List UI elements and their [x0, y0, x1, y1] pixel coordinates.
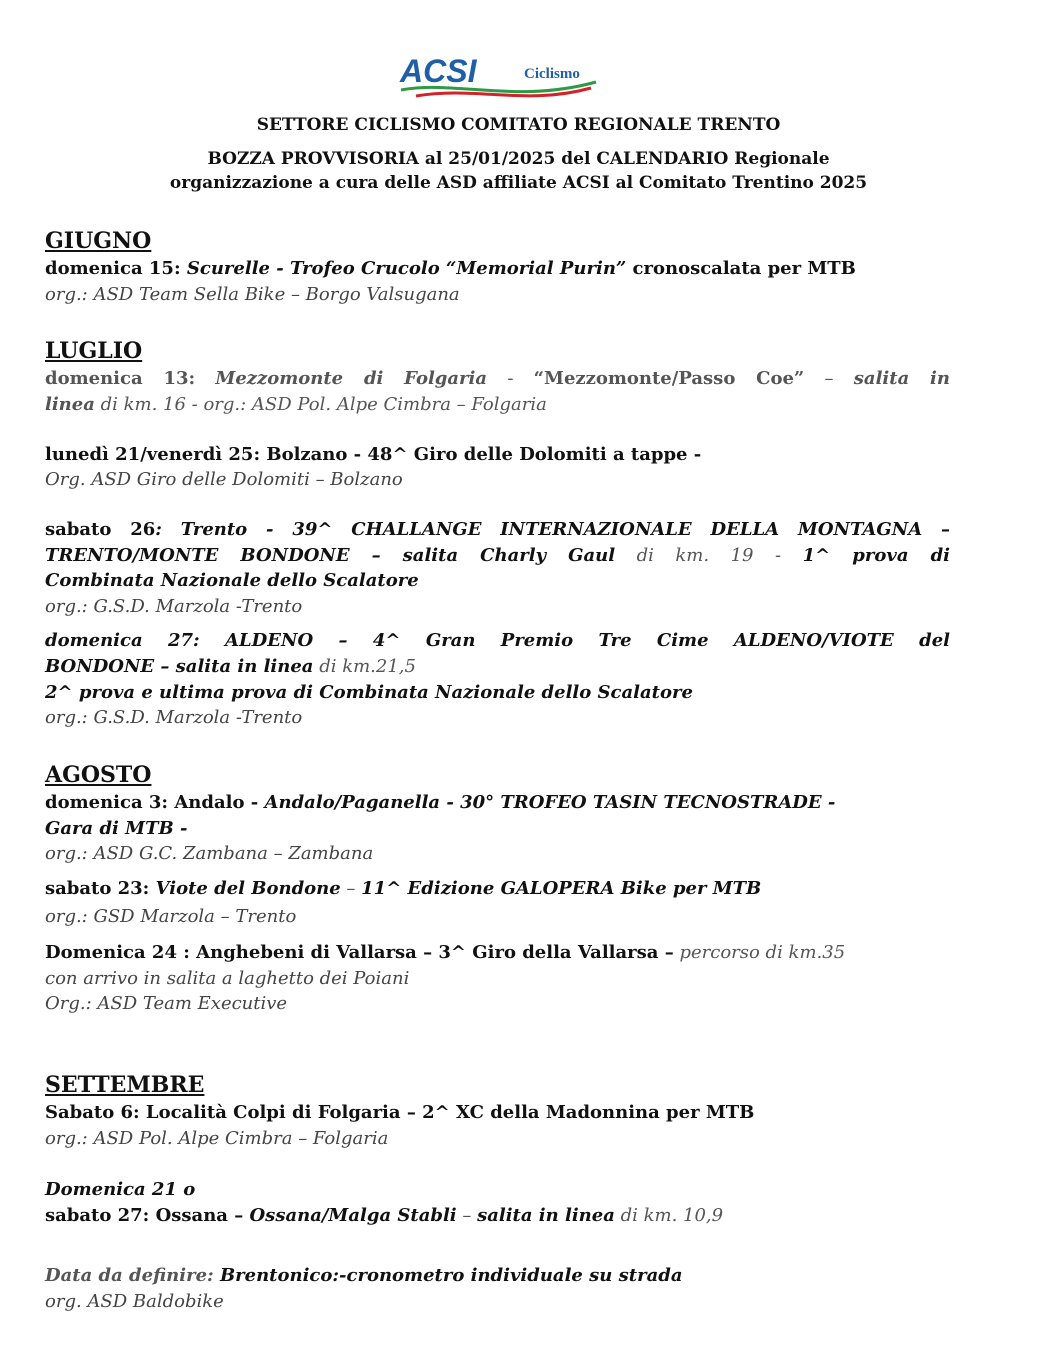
event-type: salita in linea [477, 1205, 615, 1226]
logo-sub: Ciclismo [524, 66, 580, 82]
event-organizer: Org. ASD Giro delle Dolomiti – Bolzano [45, 469, 403, 490]
separator: – [340, 878, 362, 899]
event-date: Data da definire: [45, 1265, 214, 1286]
event-settembre-21-line1: Domenica 21 o [45, 1179, 196, 1200]
event-title: Domenica 24 : Anghebeni di Vallarsa – 3^ Giro della Vallarsa – [45, 942, 674, 963]
event-luglio-26-line1 [45, 517, 950, 542]
event-settembre-21-line2 [45, 1203, 950, 1228]
event-title: Scurelle - Trofeo Crucolo “Memorial Purin” [186, 258, 627, 279]
event-luglio-13-line1 [45, 366, 950, 391]
month-luglio: LUGLIO [45, 338, 143, 364]
separator: - [507, 368, 514, 389]
event-title: 11^ Edizione GALOPERA Bike per MTB [361, 878, 762, 899]
month-giugno: GIUGNO [45, 228, 152, 254]
event-settembre-6: Sabato 6: Località Colpi di Folgaria – 2^ XC della Madonnina per MTB [45, 1102, 755, 1123]
event-agosto-3-line1 [45, 790, 950, 815]
event-organizer: org.: G.S.D. Marzola -Trento [45, 596, 303, 617]
event-distance: percorso di km.35 [673, 942, 846, 963]
event-location: Mezzomonte di Folgaria [215, 368, 488, 389]
event-luglio-13-line2 [45, 392, 950, 417]
event-date: sabato 26 [45, 519, 156, 540]
event-title: BONDONE – salita in linea [45, 656, 314, 677]
separator: – [456, 1205, 478, 1226]
month-settembre: SETTEMBRE [45, 1072, 205, 1098]
event-organizer: org.: G.S.D. Marzola -Trento [45, 707, 303, 728]
month-agosto: AGOSTO [45, 762, 152, 788]
event-type: salita in [853, 368, 950, 389]
event-giugno-15 [45, 256, 950, 281]
event-luglio-27-line1: domenica 27: ALDENO – 4^ Gran Premio Tre Cime ALDENO/VIOTE del [45, 630, 950, 651]
event-distance: di km. 19 - [636, 545, 782, 566]
event-title: Brentonico:-cronometro individuale su strada [213, 1265, 683, 1286]
event-organizer: org.: ASD Team Sella Bike – Borgo Valsugana [45, 284, 460, 305]
event-luglio-27-line2 [45, 654, 950, 679]
event-type: linea [45, 394, 95, 415]
event-distance: di km. 10,9 [614, 1205, 724, 1226]
document-subtitle-2: organizzazione a cura delle ASD affiliate ACSI al Comitato Trentino 2025 [169, 173, 868, 193]
event-title: Andalo/Paganella - 30° TROFEO TASIN TECNOSTRADE - [264, 792, 836, 813]
event-note: 2^ prova e ultima prova di Combinata Nazionale dello Scalatore [45, 682, 693, 703]
event-settembre-tbd [45, 1263, 950, 1288]
event-organizer: di km. 16 - org.: ASD Pol. Alpe Cimbra – Folgaria [94, 394, 547, 415]
event-organizer: org.: GSD Marzola – Trento [45, 906, 297, 927]
event-date: domenica 13: [45, 368, 196, 389]
event-agosto-23 [45, 876, 950, 901]
acsi-ciclismo-logo [396, 52, 606, 102]
event-organizer: org.: ASD Pol. Alpe Cimbra – Folgaria [45, 1128, 389, 1149]
event-title: “Mezzomonte/Passo Coe” [533, 368, 805, 389]
separator: - [244, 792, 265, 813]
event-date: sabato 23: [45, 878, 150, 899]
event-location: Viote del Bondone [149, 878, 341, 899]
separator: – [824, 368, 834, 389]
document-subtitle: BOZZA PROVVISORIA al 25/01/2025 del CALENDARIO Regionale [207, 149, 830, 169]
event-distance: di km.21,5 [313, 656, 416, 677]
event-agosto-24-line2: con arrivo in salita a laghetto dei Poiani [45, 968, 410, 989]
event-note: Combinata Nazionale dello Scalatore [45, 570, 419, 591]
event-luglio-21: lunedì 21/venerdì 25: Bolzano - 48^ Giro delle Dolomiti a tappe - [45, 444, 702, 465]
document-title: SETTORE CICLISMO COMITATO REGIONALE TRENTO [256, 115, 781, 135]
event-date: sabato 27: Ossana – [45, 1205, 250, 1226]
logo-brand: ACSI [400, 53, 477, 89]
event-organizer: Org.: ASD Team Executive [45, 993, 288, 1014]
event-title: : Trento - 39^ CHALLANGE INTERNAZIONALE DELLA MONTAGNA – [155, 519, 950, 540]
event-agosto-3-line2: Gara di MTB - [45, 818, 188, 839]
event-organizer: org. ASD Baldobike [45, 1291, 224, 1312]
text: : [173, 258, 187, 279]
event-title: Ossana/Malga Stabli [249, 1205, 457, 1226]
event-note: 1^ prova di [802, 545, 950, 566]
event-luglio-26-line2 [45, 543, 950, 568]
event-organizer: org.: ASD G.C. Zambana – Zambana [45, 843, 374, 864]
event-title: TRENTO/MONTE BONDONE – salita Charly Gaul [45, 545, 616, 566]
event-date: domenica 15 [45, 258, 174, 279]
event-agosto-24-line1 [45, 940, 950, 965]
event-type: cronoscalata per MTB [626, 258, 856, 279]
event-date: domenica 3: Andalo [45, 792, 245, 813]
